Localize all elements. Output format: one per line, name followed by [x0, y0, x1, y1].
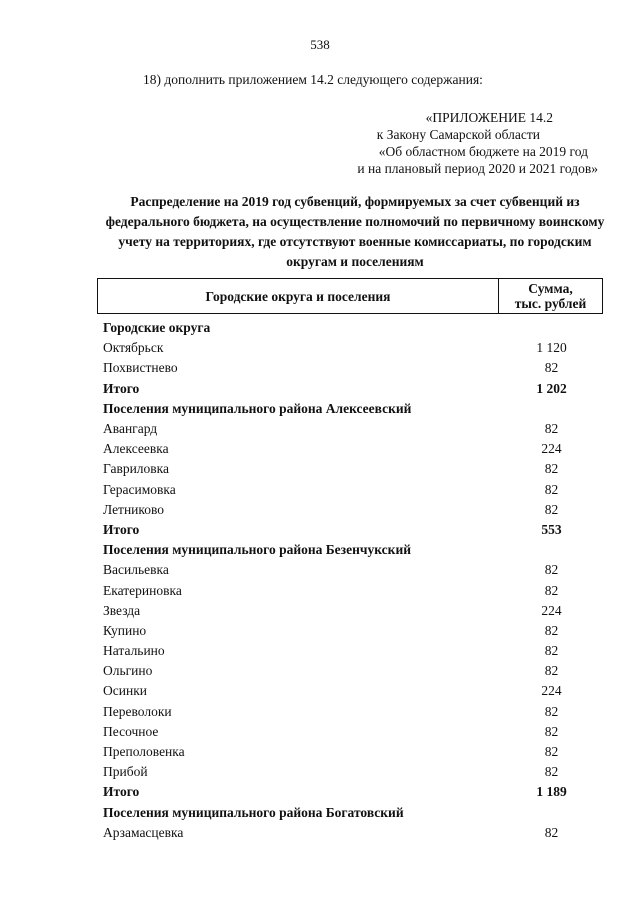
row-value: 553 — [541, 521, 562, 537]
table-row — [97, 661, 603, 681]
table-row — [97, 560, 603, 580]
table-body — [97, 318, 603, 843]
row-name: Гавриловка — [103, 461, 170, 477]
table-total-row — [97, 520, 603, 540]
row-name: Авангард — [103, 421, 158, 437]
header-sum-label: Сумма, — [528, 281, 573, 296]
row-value: 1 202 — [536, 380, 567, 396]
table-total-row — [97, 782, 603, 802]
row-value: 82 — [544, 360, 559, 376]
table-row — [97, 358, 603, 378]
row-value: 82 — [544, 744, 559, 760]
table-section-heading — [97, 803, 603, 823]
row-name: Летниково — [103, 501, 165, 517]
row-name: Городские округа — [103, 320, 211, 336]
row-value: 1 120 — [536, 340, 567, 356]
row-name: Натальино — [103, 643, 165, 659]
appendix-title: «ПРИЛОЖЕНИЕ 14.2 — [425, 110, 553, 125]
row-name: Васильевка — [103, 562, 169, 578]
row-value: 82 — [544, 562, 559, 578]
table-section-heading — [97, 399, 603, 419]
row-name: Песочное — [103, 723, 159, 739]
intro-text: 18) дополнить приложением 14.2 следующего содержания: — [143, 72, 483, 87]
table-row — [97, 601, 603, 621]
page-number: 538 — [310, 37, 330, 52]
row-value: 224 — [541, 683, 562, 699]
row-value: 224 — [541, 602, 562, 618]
table-row — [97, 459, 603, 479]
row-name: Октябрьск — [103, 340, 164, 356]
row-name: Итого — [103, 784, 140, 800]
row-name: Купино — [103, 622, 147, 638]
table-row — [97, 823, 603, 843]
row-name: Звезда — [103, 602, 141, 618]
table-total-row — [97, 379, 603, 399]
appendix-header — [268, 109, 598, 177]
row-value: 82 — [544, 461, 559, 477]
appendix-law-reference: к Закону Самарской области — [376, 127, 540, 142]
row-value: 82 — [544, 582, 559, 598]
row-value: 82 — [544, 723, 559, 739]
appendix-budget-reference: «Об областном бюджете на 2019 год — [378, 144, 588, 159]
row-value: 82 — [544, 824, 559, 840]
row-name: Поселения муниципального района Безенчукский — [103, 542, 412, 558]
table-row — [97, 439, 603, 459]
row-name: Переволоки — [103, 703, 172, 719]
row-name: Екатериновка — [103, 582, 182, 598]
row-name: Итого — [103, 380, 140, 396]
row-value: 82 — [544, 622, 559, 638]
table-header — [97, 278, 603, 314]
row-value: 82 — [544, 643, 559, 659]
row-name: Похвистнево — [103, 360, 178, 376]
document-title: Распределение на 2019 год субвенций, формируемых за счет субвенций из федерального бюджета, на осуществление полномочий по первичному воинскому учету на территориях, где отсутствуют военные комиссариаты, по городским округам и поселениям — [105, 194, 605, 269]
row-value: 82 — [544, 421, 559, 437]
row-value: 82 — [544, 764, 559, 780]
table-row — [97, 762, 603, 782]
distribution-table — [97, 278, 603, 843]
header-sum-column — [499, 279, 602, 313]
table-row — [97, 500, 603, 520]
row-value: 224 — [541, 441, 562, 457]
table-row — [97, 722, 603, 742]
row-name: Прибой — [103, 764, 148, 780]
table-row — [97, 742, 603, 762]
row-value: 82 — [544, 703, 559, 719]
row-name: Итого — [103, 521, 140, 537]
row-name: Поселения муниципального района Богатовский — [103, 804, 404, 820]
row-value: 1 189 — [536, 784, 567, 800]
header-sum-unit: тыс. рублей — [514, 296, 587, 311]
table-row — [97, 702, 603, 722]
row-value: 82 — [544, 501, 559, 517]
table-row — [97, 480, 603, 500]
header-name-column: Городские округа и поселения — [98, 279, 499, 313]
table-section-heading — [97, 318, 603, 338]
table-row — [97, 681, 603, 701]
row-value: 82 — [544, 481, 559, 497]
row-name: Герасимовка — [103, 481, 176, 497]
table-row — [97, 621, 603, 641]
row-name: Арзамасцевка — [103, 824, 184, 840]
table-row — [97, 338, 603, 358]
row-name: Ольгино — [103, 663, 153, 679]
appendix-period-reference: и на плановый период 2020 и 2021 годов» — [357, 161, 598, 176]
table-row — [97, 580, 603, 600]
row-name: Преполовенка — [103, 744, 185, 760]
row-name: Алексеевка — [103, 441, 169, 457]
row-name: Поселения муниципального района Алексеевский — [103, 400, 412, 416]
table-section-heading — [97, 540, 603, 560]
row-name: Осинки — [103, 683, 147, 699]
table-row — [97, 641, 603, 661]
row-value: 82 — [544, 663, 559, 679]
table-row — [97, 419, 603, 439]
